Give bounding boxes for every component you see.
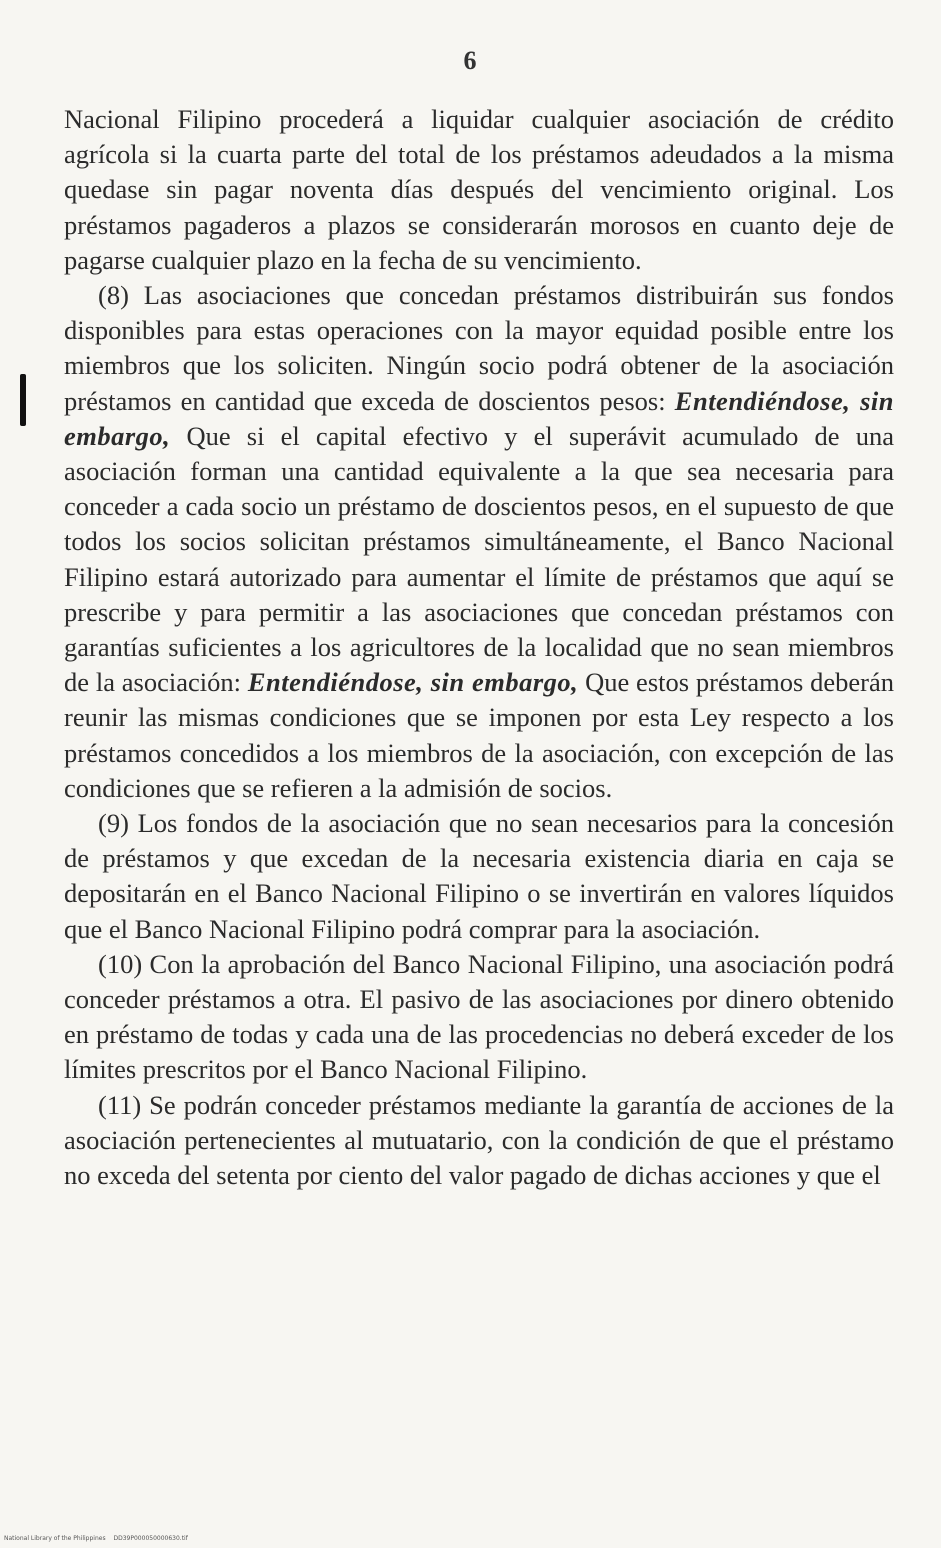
paragraph-8: [64, 278, 894, 806]
body-text: [64, 102, 894, 1193]
page-number: 6: [463, 46, 478, 75]
paragraph-10: (10) Con la aprobación del Banco Nacional Filipino, una asociación podrá conceder préstamos a otra. El pasivo de las asociaciones por dinero obtenido en préstamo de todas y cada una de las procedencias no deberá exceder de los límites prescritos por el Banco Nacional Filipino.: [64, 948, 894, 1085]
paragraph-8-part-3: Que estos préstamos deberán reunir las mismas condiciones que se imponen por esta Ley respecto a los préstamos concedidos a los miembros de la asociación, con excepción de las condiciones que se refieren a la admisión de socios.: [64, 667, 895, 803]
paragraph-9: (9) Los fondos de la asociación que no sean necesarios para la concesión de préstamos y que excedan de la necesaria existencia diaria en caja se depositarán en el Banco Nacional Filipino o se invertirán en valores líquidos que el Banco Nacional Filipino podrá comprar para la asociación.: [64, 808, 894, 944]
footer-library: National Library of the Philippines: [4, 1535, 106, 1542]
proviso-emphasis-1: Entendiéndose, sin embargo,: [64, 385, 894, 451]
paragraph-11: (11) Se podrán conceder préstamos mediante la garantía de acciones de la asociación pertenecientes al mutuatario, con la condición de que el préstamo no exceda del setenta por ciento del valor pagado de dichas acciones y que el: [64, 1089, 894, 1191]
scan-footer: [4, 1535, 188, 1542]
proviso-emphasis-2: Entendiéndose, sin embargo,: [247, 667, 579, 698]
paragraph-8-part-1: (8) Las asociaciones que concedan préstamos distribuirán sus fondos disponibles para estas operaciones con la mayor equidad posible entre los miembros que los soliciten. Ningún socio podrá obtener de la asociación préstamos en cantidad que exceda de doscientos pesos:: [64, 280, 894, 416]
paragraph-continuation: Nacional Filipino procederá a liquidar cualquier asociación de crédito agrícola si la cuarta parte del total de los préstamos adeudados a la misma quedase sin pagar noventa días después del vencimiento original. Los préstamos pagaderos a plazos se considerarán morosos en cuanto deje de pagarse cualquier plazo en la fecha de su vencimiento.: [64, 104, 894, 275]
paragraph-8-part-2: Que si el capital efectivo y el superávit acumulado de una asociación forman una cantidad equivalente a la que sea necesaria para conceder a cada socio un préstamo de doscientos pesos, en el supuesto de que todos los socios solicitan préstamos simultáneamente, el Banco Nacional Filipino estará autorizado para aumentar el límite de préstamos que aquí se prescribe y para permitir a las asociaciones que concedan préstamos con garantías suficientes a los agricultores de la localidad que no sean miembros de la asociación:: [64, 420, 894, 698]
footer-code: DD39P000050000630.tif: [113, 1535, 188, 1542]
margin-mark: [20, 374, 26, 426]
